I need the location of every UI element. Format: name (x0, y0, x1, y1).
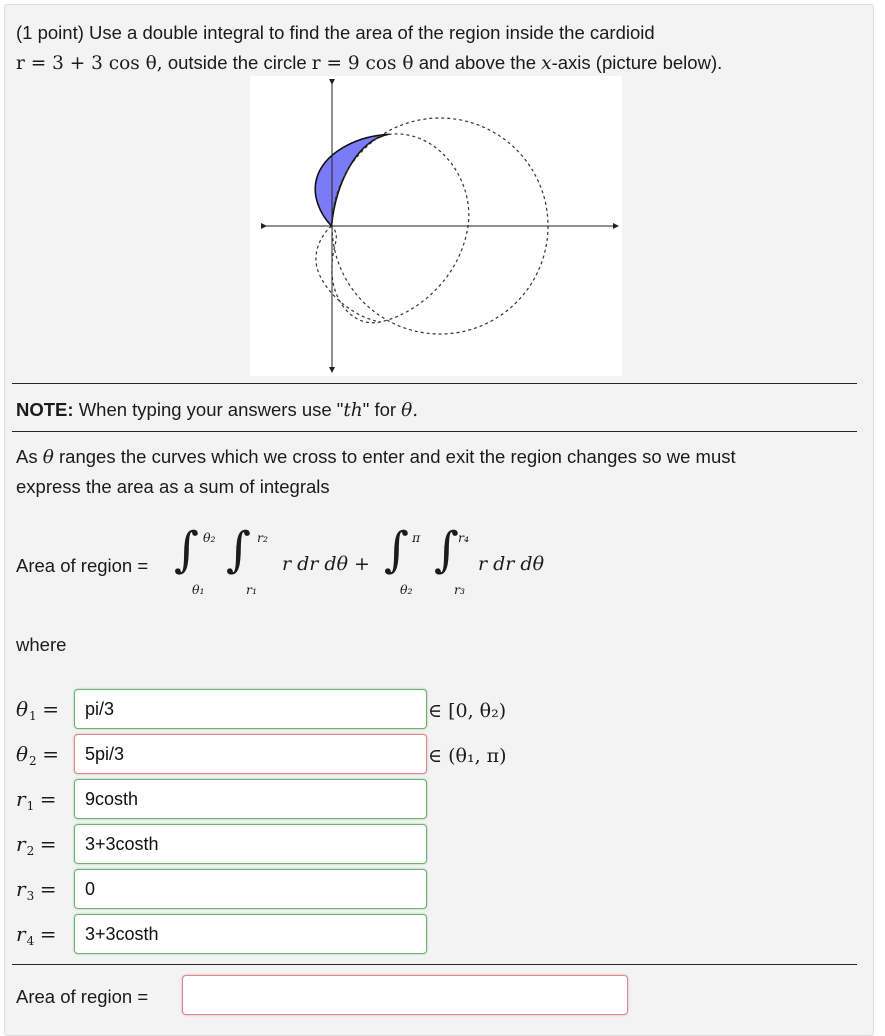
integral-sign-3: ∫ (384, 522, 410, 578)
r3-input[interactable] (74, 869, 427, 909)
note-theta: θ. (401, 400, 419, 421)
where-text: where (16, 634, 67, 655)
integral-sign-4: ∫ (434, 522, 460, 578)
cardioid-lower-loop (316, 226, 380, 322)
note-text-after: " for (362, 399, 397, 420)
problem-line-2 (16, 50, 722, 76)
polar-plot (250, 76, 622, 376)
limit-outer1-lower: θ₁ (192, 582, 205, 597)
explanation-line-2 (16, 474, 330, 499)
integrand-1: r dr dθ + (282, 553, 370, 575)
integral-sign-2: ∫ (226, 522, 252, 578)
r4-label: $r_4$ = (16, 922, 57, 948)
theta1-interval: ∈ [0, θ₂) (428, 700, 507, 722)
limit-outer1-upper: θ₂ (203, 530, 216, 545)
r2-label: $r_2$ = (16, 832, 57, 858)
problem-text: Use a double integral to find the area of the region inside the cardioid (89, 22, 655, 43)
points-label: (1 point) (16, 22, 84, 43)
limit-outer2-lower: θ₂ (400, 582, 413, 597)
problem-line-1 (16, 20, 655, 45)
divider-note (12, 431, 857, 432)
r1-input[interactable] (74, 779, 427, 819)
explanation-text-b: ranges the curves which we cross to enter and exit the region changes so we must (59, 446, 736, 467)
problem-text-mid: outside the circle (167, 52, 307, 73)
note (16, 397, 418, 423)
explanation-text-a: As (16, 446, 38, 467)
theta2-interval: ∈ (θ₁, π) (428, 745, 507, 767)
area-formula-label (16, 553, 148, 578)
theta1-input[interactable] (74, 689, 427, 729)
theta2-input[interactable] (74, 734, 427, 774)
limit-inner2-lower: r₃ (454, 582, 465, 597)
problem-text-mid2: and above the (418, 52, 536, 73)
region-figure (250, 76, 622, 376)
integrand-2: r dr dθ (478, 553, 545, 575)
where-label (16, 632, 66, 657)
r4-input[interactable] (74, 914, 427, 954)
theta2-label: $\theta_2$ = (16, 742, 60, 768)
divider-top (12, 383, 857, 384)
explanation-line-1 (16, 444, 736, 470)
limit-inner1-lower: r₁ (246, 582, 257, 597)
r2-input[interactable] (74, 824, 427, 864)
theta1-label: $\theta_1$ = (16, 697, 60, 723)
limit-inner2-upper: r₄ (458, 530, 469, 545)
formula-label-text: Area of region = (16, 555, 149, 576)
cardioid-equation: r = 3 + 3 cos θ, (16, 53, 163, 74)
note-code: th (343, 400, 363, 421)
divider-bottom (12, 964, 857, 965)
explanation-text-c: express the area as a sum of integrals (16, 476, 330, 497)
shaded-region (315, 134, 388, 226)
r1-label: $r_1$ = (16, 787, 57, 813)
explanation-theta: θ (42, 447, 54, 468)
note-label: NOTE: (16, 399, 74, 420)
x-variable: x (541, 53, 552, 74)
limit-inner1-upper: r₂ (257, 530, 268, 545)
final-area-label (16, 984, 148, 1009)
final-area-text: Area of region = (16, 986, 149, 1007)
final-area-input[interactable] (182, 975, 628, 1015)
circle-equation: r = 9 cos θ (311, 53, 414, 74)
problem-text-end: -axis (picture below). (551, 52, 723, 73)
note-text: When typing your answers use " (78, 399, 344, 420)
limit-outer2-upper: π (412, 530, 421, 545)
integral-sign-1: ∫ (174, 522, 200, 578)
r3-label: $r_3$ = (16, 877, 57, 903)
